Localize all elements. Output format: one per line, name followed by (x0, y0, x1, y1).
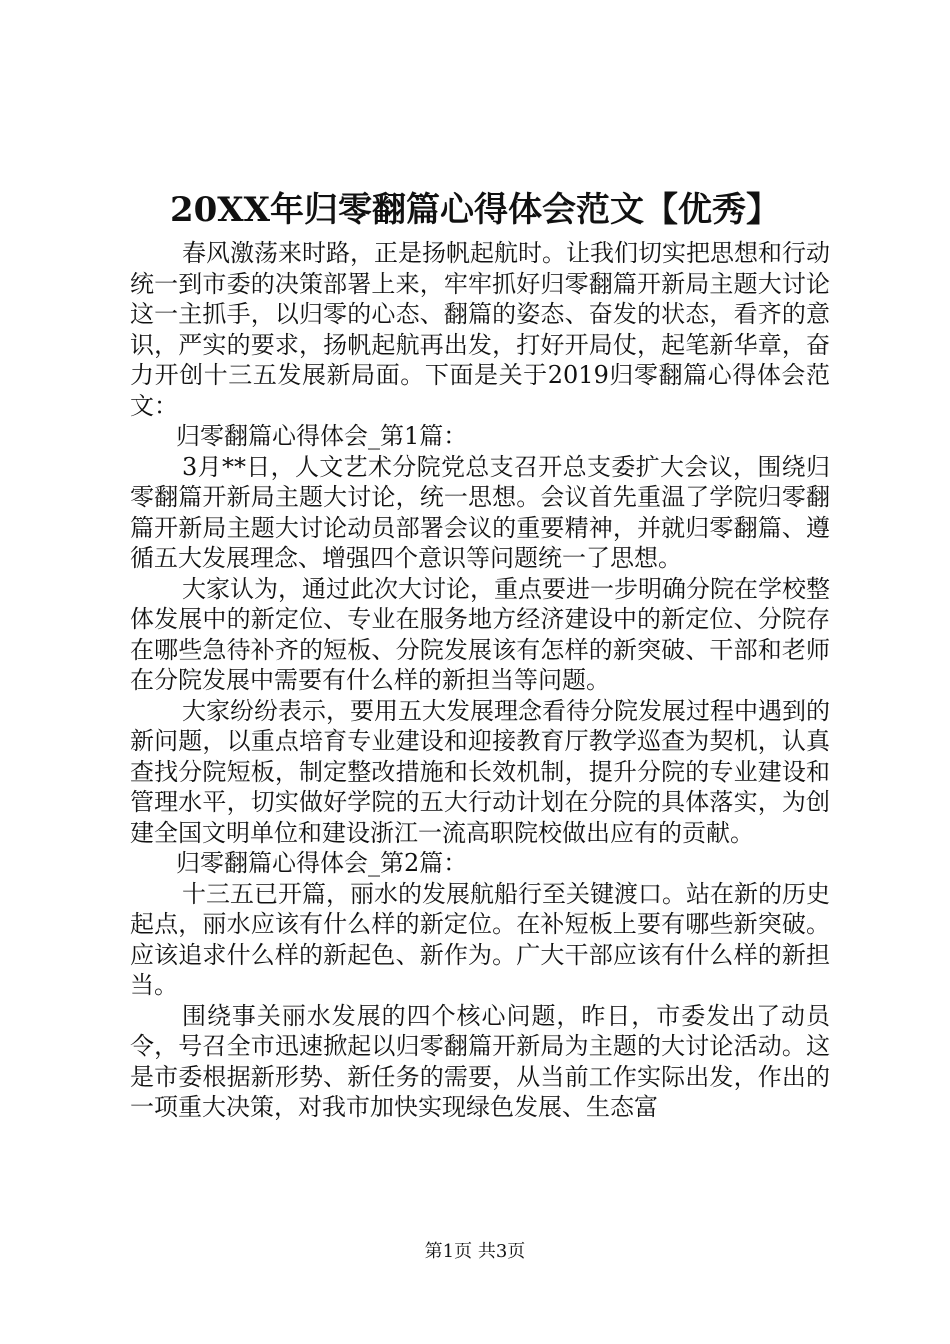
paragraph-meeting: 3月**日，人文艺术分院党总支召开总支委扩大会议，围绕归零翻篇开新局主题大讨论，统一思想。会议首先重温了学院归零翻篇开新局主题大讨论动员部署会议的重要精神，并就归零翻篇、遵循五大发展理念、增强四个意识等问题统一了思想。 (130, 452, 830, 572)
paragraph-intro: 春风激荡来时路，正是扬帆起航时。让我们切实把思想和行动统一到市委的决策部署上来，牢牢抓好归零翻篇开新局主题大讨论这一主抓手，以归零的心态、翻篇的姿态、奋发的状态，看齐的意识，严实的要求，扬帆起航再出发，打好开局仗，起笔新华章，奋力开创十三五发展新局面。下面是关于2019归零翻篇心得体会范文： (130, 239, 830, 420)
document-body (130, 238, 830, 1123)
document-title: 20XX年归零翻篇心得体会范文【优秀】 (169, 190, 781, 230)
page-number-footer: 第1页 共3页 (424, 1241, 526, 1262)
paragraph-new-stage: 十三五已开篇，丽水的发展航船行至关键渡口。站在新的历史起点，丽水应该有什么样的新定位。在补短板上要有哪些新突破。应该追求什么样的新起色、新作为。广大干部应该有什么样的新担当。 (130, 879, 830, 999)
section-heading-2: 归零翻篇心得体会_第2篇： (176, 849, 468, 877)
paragraph-statements: 大家纷纷表示，要用五大发展理念看待分院发展过程中遇到的新问题，以重点培育专业建设和迎接教育厅教学巡查为契机，认真查找分院短板，制定整改措施和长效机制，提升分院的专业建设和管理水平，切实做好学院的五大行动计划在分院的具体落实，为创建全国文明单位和建设浙江一流高职院校做出应有的贡献。 (130, 696, 830, 847)
section-heading-1: 归零翻篇心得体会_第1篇： (176, 422, 468, 450)
paragraph-consensus: 大家认为，通过此次大讨论，重点要进一步明确分院在学校整体发展中的新定位、专业在服务地方经济建设中的新定位、分院存在哪些急待补齐的短板、分院发展该有怎样的新突破、干部和老师在分院发展中需要有什么样的新担当等问题。 (130, 574, 830, 694)
paragraph-mobilization: 围绕事关丽水发展的四个核心问题，昨日，市委发出了动员令，号召全市迅速掀起以归零翻篇开新局为主题的大讨论活动。这是市委根据新形势、新任务的需要，从当前工作实际出发，作出的一项重大决策，对我市加快实现绿色发展、生态富 (130, 1001, 830, 1121)
